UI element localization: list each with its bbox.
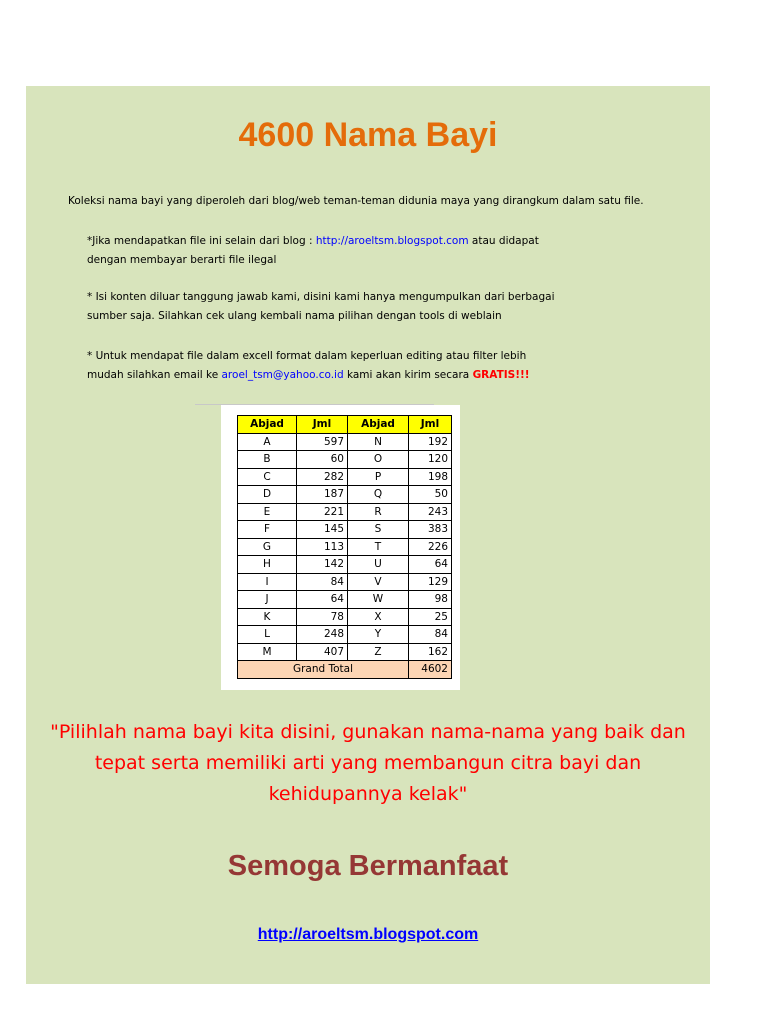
quote-text — [26, 717, 710, 810]
letter-cell: V — [348, 573, 409, 591]
footer-blog-link[interactable]: http://aroeltsm.blogspot.com — [257, 926, 479, 943]
count-cell: 142 — [297, 556, 348, 574]
count-cell: 98 — [409, 591, 452, 609]
note-excel-line1: * Untuk mendapat file dalam excell format dalam keperluan editing atau filter lebih — [87, 350, 527, 362]
count-cell: 187 — [297, 486, 348, 504]
table-row — [238, 626, 452, 644]
count-cell: 383 — [409, 521, 452, 539]
note-disclaimer-line1: * Isi konten diluar tanggung jawab kami, disini kami hanya mengumpulkan dari berbagai — [87, 291, 555, 303]
letter-cell: T — [348, 538, 409, 556]
page-title: 4600 Nama Bayi — [238, 116, 498, 154]
letter-cell: R — [348, 503, 409, 521]
table-row — [238, 608, 452, 626]
note-source-line2: dengan membayar berarti file ilegal — [87, 254, 277, 266]
count-cell: 78 — [297, 608, 348, 626]
letter-cell: E — [238, 503, 297, 521]
letter-cell: Y — [348, 626, 409, 644]
header-jml-1: Jml — [297, 416, 348, 434]
note-source-text: *Jika mendapatkan file ini selain dari blog : — [87, 235, 316, 247]
letter-cell: F — [238, 521, 297, 539]
count-cell: 597 — [297, 433, 348, 451]
letter-cell: M — [238, 643, 297, 661]
table-row — [238, 451, 452, 469]
count-cell: 60 — [297, 451, 348, 469]
name-count-table — [237, 415, 452, 679]
letter-cell: Z — [348, 643, 409, 661]
table-row — [238, 573, 452, 591]
page-fold-line — [195, 404, 434, 405]
count-cell: 50 — [409, 486, 452, 504]
letter-cell: L — [238, 626, 297, 644]
grand-total-row — [238, 661, 452, 679]
count-cell: 145 — [297, 521, 348, 539]
header-abjad-2: Abjad — [348, 416, 409, 434]
count-cell: 198 — [409, 468, 452, 486]
count-cell: 120 — [409, 451, 452, 469]
letter-cell: O — [348, 451, 409, 469]
table-row — [238, 538, 452, 556]
letter-cell: P — [348, 468, 409, 486]
count-cell: 84 — [297, 573, 348, 591]
count-cell: 84 — [409, 626, 452, 644]
table-header-row — [238, 416, 452, 434]
letter-cell: I — [238, 573, 297, 591]
table-row — [238, 521, 452, 539]
letter-cell: G — [238, 538, 297, 556]
grand-total-value: 4602 — [409, 661, 452, 679]
email-link[interactable]: aroel_tsm@yahoo.co.id — [221, 369, 344, 381]
count-cell: 248 — [297, 626, 348, 644]
letter-cell: H — [238, 556, 297, 574]
grand-total-label: Grand Total — [238, 661, 409, 679]
name-count-table-image — [221, 405, 460, 690]
count-cell: 407 — [297, 643, 348, 661]
quote-line1: "Pilihlah nama bayi kita disini, gunakan nama-nama yang baik dan — [50, 721, 686, 743]
document-panel — [26, 86, 710, 984]
count-cell: 64 — [297, 591, 348, 609]
count-cell: 129 — [409, 573, 452, 591]
table-row — [238, 556, 452, 574]
count-cell: 25 — [409, 608, 452, 626]
intro-text: Koleksi nama bayi yang diperoleh dari blog/web teman-teman didunia maya yang dirangkum dalam satu file. — [68, 195, 644, 207]
table-row — [238, 433, 452, 451]
header-jml-2: Jml — [409, 416, 452, 434]
note-source — [87, 232, 607, 270]
quote-line2: tepat serta memiliki arti yang membangun citra bayi dan — [94, 752, 642, 774]
count-cell: 282 — [297, 468, 348, 486]
letter-cell: A — [238, 433, 297, 451]
count-cell: 64 — [409, 556, 452, 574]
letter-cell: U — [348, 556, 409, 574]
table-row — [238, 643, 452, 661]
blog-link[interactable]: http://aroeltsm.blogspot.com — [315, 235, 469, 247]
letter-cell: J — [238, 591, 297, 609]
note-source-text-post: atau didapat — [468, 235, 539, 247]
count-cell: 162 — [409, 643, 452, 661]
table-row — [238, 503, 452, 521]
letter-cell: S — [348, 521, 409, 539]
note-excel-mid: kami akan kirim secara — [343, 369, 473, 381]
count-cell: 243 — [409, 503, 452, 521]
quote-line3: kehidupannya kelak" — [268, 783, 468, 805]
letter-cell: X — [348, 608, 409, 626]
count-cell: 226 — [409, 538, 452, 556]
gratis-label: GRATIS!!! — [472, 369, 530, 381]
letter-cell: K — [238, 608, 297, 626]
letter-cell: D — [238, 486, 297, 504]
count-cell: 113 — [297, 538, 348, 556]
count-cell: 192 — [409, 433, 452, 451]
note-excel-pre: mudah silahkan email ke — [87, 369, 222, 381]
letter-cell: Q — [348, 486, 409, 504]
table-row — [238, 486, 452, 504]
letter-cell: C — [238, 468, 297, 486]
closing-text: Semoga Bermanfaat — [227, 850, 509, 882]
note-disclaimer-line2: sumber saja. Silahkan cek ulang kembali nama pilihan dengan tools di weblain — [87, 310, 502, 322]
table-row — [238, 591, 452, 609]
table-row — [238, 468, 452, 486]
letter-cell: B — [238, 451, 297, 469]
note-disclaimer — [87, 288, 607, 326]
count-cell: 221 — [297, 503, 348, 521]
letter-cell: W — [348, 591, 409, 609]
header-abjad-1: Abjad — [238, 416, 297, 434]
letter-cell: N — [348, 433, 409, 451]
note-excel — [87, 347, 607, 385]
